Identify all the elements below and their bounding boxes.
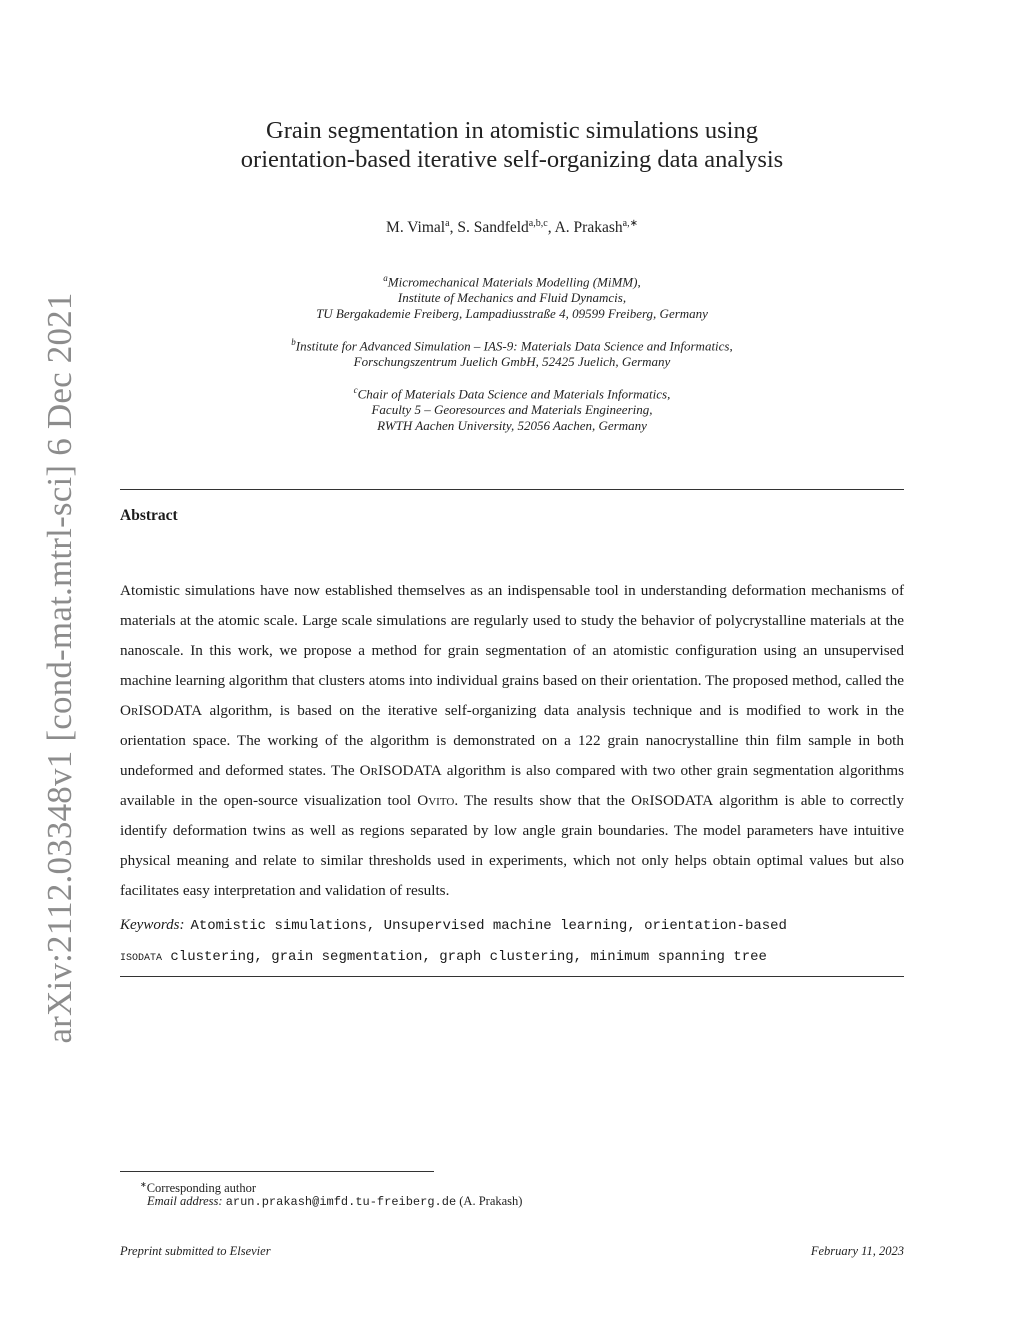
arxiv-identifier-stamp: arXiv:2112.03348v1 [cond-mat.mtrl-sci] 6 Dec 2021 xyxy=(40,292,79,1044)
abstract-text xyxy=(120,576,904,906)
keywords xyxy=(120,910,910,972)
abstract-fragment: algorithm, is based on the iterative self-organizing data analysis technique and is modified to work in the orientation space. The working of the algorithm is demonstrated on a 122 grain nanocrystalline thin film sample in both undeformed and deformed states. The xyxy=(120,702,904,779)
abstract-heading: Abstract xyxy=(120,507,178,524)
email-owner: (A. Prakash) xyxy=(459,1194,523,1208)
author-affil-mark: a xyxy=(445,218,450,229)
affil-line: Institute of Mechanics and Fluid Dynamcis, xyxy=(397,290,627,306)
author-name: A. Prakash xyxy=(554,219,623,237)
author-affil-mark: a,∗ xyxy=(622,218,638,229)
paper-title xyxy=(150,116,874,174)
keyword-isodata: isodata xyxy=(120,949,163,965)
affiliation-a xyxy=(150,270,874,322)
email-label: Email address: xyxy=(147,1194,223,1208)
footnote-email xyxy=(147,1193,522,1210)
keywords-label: Keywords: xyxy=(120,917,185,933)
title-line-1: Grain segmentation in atomistic simulations using xyxy=(266,117,758,144)
author-name: S. Sandfeld xyxy=(457,219,529,237)
tool-name: Ovito xyxy=(417,792,455,809)
affiliation-c xyxy=(150,382,874,434)
keywords-line-2: clustering, grain segmentation, graph clustering, minimum spanning tree xyxy=(162,949,767,965)
author-list xyxy=(150,218,874,237)
footnote-text: Corresponding author xyxy=(146,1181,257,1196)
email-address[interactable]: arun.prakash@imfd.tu-freiberg.de xyxy=(225,1195,457,1209)
affil-line: Chair of Materials Data Science and Materials Informatics, xyxy=(357,386,671,402)
author-name: M. Vimal xyxy=(386,219,446,237)
author-separator: , xyxy=(449,219,458,237)
abstract-fragment: algorithm is able to correctly identify deformation twins as well as regions separated by low angle grain boundaries. The model parameters have intuitive physical meaning and relate to similar thresholds used in experiments, which not only helps obtain optimal values but also facilitates easy interpretation and validation of results. xyxy=(120,792,904,899)
algorithm-name: OrISODATA xyxy=(359,762,442,779)
affiliation-b xyxy=(150,334,874,370)
abstract-top-rule xyxy=(120,489,904,490)
abstract-fragment: . The results show that the xyxy=(454,792,632,809)
abstract-fragment: Atomistic simulations have now established themselves as an indispensable tool in understanding deformation mechanisms of materials at the atomic scale. Large scale simulations are regularly used to study the behavior of polycrystalline materials at the nanoscale. In this work, we propose a method for grain segmentation of an atomistic configuration using an unsupervised machine learning algorithm that clusters atoms into individual grains based on their orientation. The proposed method, called the xyxy=(120,582,904,689)
algorithm-name: OrISODATA xyxy=(631,792,714,809)
affil-line: Micromechanical Materials Modelling (MiMM), xyxy=(387,274,641,290)
footer-date: February 11, 2023 xyxy=(810,1244,904,1258)
footnote-mark: ∗ xyxy=(140,1180,147,1189)
author-affil-mark: a,b,c xyxy=(528,218,548,229)
abstract-bottom-rule xyxy=(120,976,904,977)
affil-line: Faculty 5 – Georesources and Materials Engineering, xyxy=(371,402,653,418)
affil-mark: c xyxy=(353,385,358,395)
keywords-line-1: Atomistic simulations, Unsupervised machine learning, orientation-based xyxy=(190,918,787,934)
title-line-2: orientation-based iterative self-organizing data analysis xyxy=(240,146,784,173)
abstract-fragment: algorithm is also compared with two other grain segmentation algorithms available in the open-source visualization tool xyxy=(120,762,904,809)
affil-mark: a xyxy=(383,273,388,283)
author-separator: , xyxy=(547,219,555,237)
affil-line: TU Bergakademie Freiberg, Lampadiusstraße 4, 09599 Freiberg, Germany xyxy=(316,306,708,322)
affil-line: Institute for Advanced Simulation – IAS-9: Materials Data Science and Informatics, xyxy=(295,338,733,354)
affil-line: RWTH Aachen University, 52056 Aachen, Germany xyxy=(377,418,647,434)
footer-preprint-note: Preprint submitted to Elsevier xyxy=(120,1244,271,1258)
algorithm-name: OrISODATA xyxy=(120,702,203,719)
affil-mark: b xyxy=(291,337,296,347)
footnote-rule xyxy=(120,1171,434,1172)
affil-line: Forschungszentrum Juelich GmbH, 52425 Juelich, Germany xyxy=(353,354,671,370)
